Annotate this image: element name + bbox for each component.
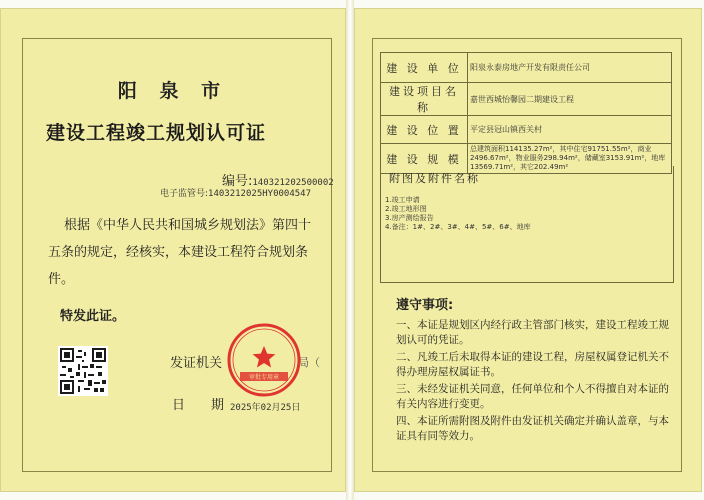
certificate-body-text: 根据《中华人民共和国城乡规划法》第四十五条的规定，经核实，本建设工程符合规划条件。 <box>48 218 312 287</box>
special-note: 特发此证。 <box>60 309 126 324</box>
list-item: 3.房产测绘报告 <box>385 214 434 222</box>
esupervision-row <box>160 186 311 199</box>
issuer-label: 发证机关 <box>170 356 223 371</box>
page-fold <box>346 0 354 500</box>
attachments-list <box>385 196 531 232</box>
qr-code-icon <box>58 346 108 396</box>
row-key: 建 设 位 置 <box>381 116 468 144</box>
table-row <box>381 116 672 144</box>
attachments-header: 附图及附件名称 <box>389 172 480 185</box>
row-value: 总建筑面积114135.27m²，其中住宅91751.55m²，商业2496.67m²，物业服务298.94m²，储藏室3153.91m²，地库13569.71m²，其它202.49m² <box>468 144 672 174</box>
table-row <box>381 53 672 83</box>
note-item: 一、本证是规划区内经行政主管部门核实，建设工程竣工规划认可的凭证。 <box>396 319 669 346</box>
note-item: 二、凡竣工后未取得本证的建设工程，房屋权属登记机关不得办理房屋权属证书。 <box>396 351 669 378</box>
row-value: 平定县冠山镇西关村 <box>468 116 672 144</box>
attachments-box <box>380 166 674 283</box>
row-value: 阳泉永泰房地产开发有限责任公司 <box>468 53 672 83</box>
esupervision-value: 1403212025HY0004547 <box>208 189 311 199</box>
svg-text:审批专用章: 审批专用章 <box>248 374 280 381</box>
notes-header: 遵守事项: <box>396 298 454 313</box>
note-item: 三、未经发证机关同意，任何单位和个人不得擅自对本证的有关内容进行变更。 <box>396 383 669 410</box>
list-item: 2.竣工地形图 <box>385 205 427 213</box>
row-value: 嘉世西城怡馨园二期建设工程 <box>468 83 672 116</box>
official-seal-icon <box>226 322 302 398</box>
date-label: 日 期 <box>172 398 225 413</box>
esupervision-label: 电子监管号: <box>160 189 209 199</box>
note-item: 四、本证所需附图及附件由发证机关确定并确认盖章，与本证具有同等效力。 <box>396 415 669 442</box>
certificate-title: 建设工程竣工规划认可证 <box>46 122 267 144</box>
row-key: 建 设 规 模 <box>381 144 468 174</box>
list-item: 4.备注：1#、2#、3#、4#、5#、6#、地库 <box>385 223 531 231</box>
city-name: 阳 泉 市 <box>117 80 229 102</box>
date-value: 2025年02月25日 <box>230 403 301 413</box>
number-value: 140321202500002 <box>252 178 334 188</box>
row-key: 建 设 单 位 <box>381 53 468 83</box>
project-info-table <box>380 52 672 174</box>
row-key: 建设项目名称 <box>381 83 468 116</box>
number-label: 编号: <box>222 174 253 189</box>
issuer-name-partial: 局（ <box>298 356 320 369</box>
list-item: 1.竣工申请 <box>385 196 420 204</box>
table-row <box>381 83 672 116</box>
